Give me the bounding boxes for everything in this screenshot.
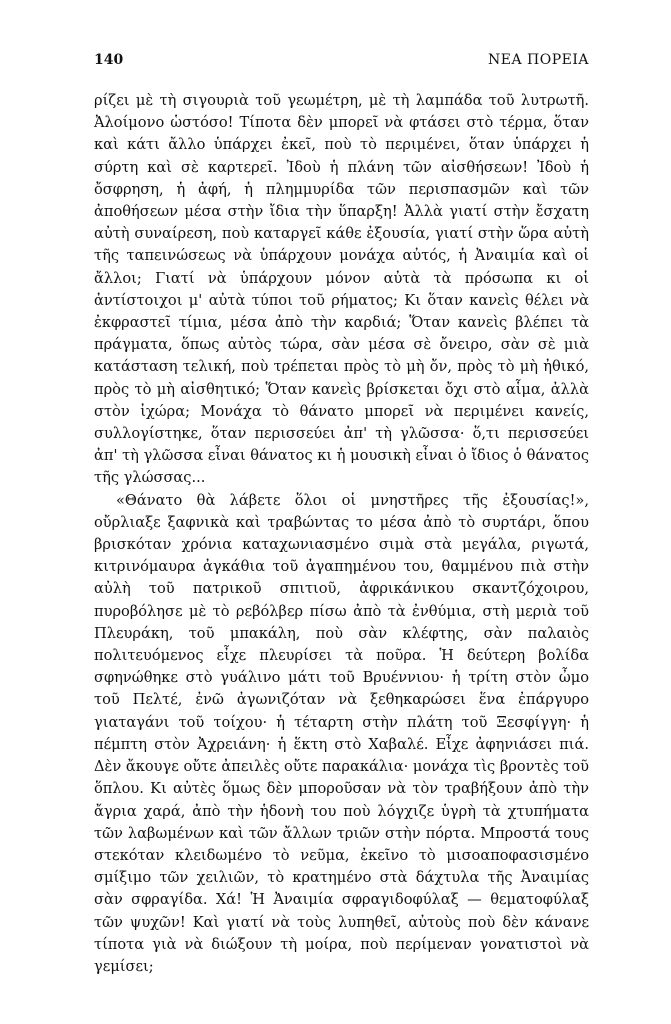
body-text	[94, 90, 589, 978]
page-header	[94, 52, 589, 72]
paragraph: ρίζει μὲ τὴ σιγουριὰ τοῦ γεωμέτρη, μὲ τὴ λαμπάδα τοῦ λυτρωτῆ. Ἀλοίμονο ὡστόσο! Τίποτα δὲν μπορεῖ νὰ φτάσει στὸ τέρμα, ὅταν καὶ κάτι ἄλλο ὑπάρχει ἐκεῖ, ποὺ τὸ περιμένει, ὅταν ὑπάρχει ἡ σύρτη καὶ σὲ καρτερεῖ. Ἰδοὺ ἡ πλάνη τῶν αἰσθήσεων! Ἰδοὺ ἡ ὄσφρηση, ἡ ἀφή, ἡ πλημμυρίδα τῶν περισπασμῶν καὶ τῶν ἀποθήσεων μέσα στὴν ἴδια τὴν ὕπαρξη! Ἀλλὰ γιατί στὴν ἔσχατη αὐτὴ συναίρεση, ποὺ καταργεῖ κάθε ἐξουσία, γιατί στὴν ὥρα αὐτὴ τῆς ταπεινώσεως νὰ ὑπάρχουν μονάχα αὐτός, ἡ Ἀναιμία καὶ οἱ ἄλλοι; Γιατί νὰ ὑπάρχουν μόνον αὐτὰ τὰ πρόσωπα κι οἱ ἀντίστοιχοι μ' αὐτὰ τύποι τοῦ ρήματος; Κι ὅταν κανεὶς θέλει νὰ ἐκφραστεῖ τίμια, μέσα ἀπὸ τὴν καρδιά; Ὅταν κανεὶς βλέπει τὰ πράγματα, ὅπως αὐτὸς τώρα, σὰν μέσα σὲ ὄνειρο, σὰν σὲ μιὰ κατάσταση τελική, ποὺ τρέπεται πρὸς τὸ μὴ ὄν, πρὸς τὸ μὴ ἠθικό, πρὸς τὸ μὴ αἰσθητικό; Ὅταν κανεὶς βρίσκεται ὄχι στὸ αἷμα, ἀλλὰ στὸν ἰχώρα; Μονάχα τὸ θάνατο μπορεῖ νὰ περιμένει κανείς, συλλογίστηκε, ὅταν περισσεύει ἀπ' τὴ γλῶσσα· ὅ,τι περισσεύει ἀπ' τὴ γλῶσσα εἶναι θάνατος κι ἡ μουσικὴ εἶναι ὁ ἴδιος ὁ θάνατος τῆς γλώσσας...	[94, 92, 589, 487]
running-title: ΝΕΑ ΠΟΡΕΙΑ	[488, 52, 589, 68]
page-number: 140	[94, 52, 124, 68]
paragraph: «Θάνατο θὰ λάβετε ὅλοι οἱ μνηστῆρες τῆς ἐξουσίας!», οὔρλιαξε ξαφνικὰ καὶ τραβώντας το μέσα ἀπὸ τὸ συρτάρι, ὅπου βρισκόταν χρόνια καταχωνιασμένο σιμὰ στὰ μεγάλα, ριγωτά, κιτρινόμαυρα ἀγκάθια τοῦ ἀγαπημένου του, θαμμένου πιὰ στὴν αὐλὴ τοῦ πατρικοῦ σπιτιοῦ, ἀφρικάνικου σκαντζόχοιρου, πυροβόλησε μὲ τὸ ρεβόλβερ πίσω ἀπὸ τὰ ἐνθύμια, στὴ μεριὰ τοῦ Πλευράκη, τοῦ μπακάλη, ποὺ σὰν κλέφτης, σὰν παλαιὸς πολιτευόμενος εἶχε πλευρίσει τὰ ποῦρα. Ἡ δεύτερη βολίδα σφηνώθηκε στὸ γυάλινο μάτι τοῦ Βρυέννιου· ἡ τρίτη στὸν ὦμο τοῦ Πελτέ, ἐνῶ ἀγωνιζόταν νὰ ξεθηκαρώσει ἕνα ἐπάργυρο γιαταγάνι τοῦ τοίχου· ἡ τέταρτη στὴν πλάτη τοῦ Ξεσφίγγη· ἡ πέμπτη στὸν Ἀχρειάνη· ἡ ἕκτη στὸ Χαβαλέ. Εἶχε ἀφηνιάσει πιά. Δὲν ἄκουγε οὔτε ἀπειλὲς οὔτε παρακάλια· μονάχα τὶς βροντὲς τοῦ ὅπλου. Κι αὐτὲς ὅμως δὲν μποροῦσαν νὰ τὸν τραβήξουν ἀπὸ τὴν ἄγρια χαρά, ἀπὸ τὴν ἡδονὴ του ποὺ λόγχιζε ὑγρὴ τὰ χτυπήματα τῶν λαβωμένων καὶ τῶν ἄλλων τριῶν στὴν πόρτα. Μπροστά τους στεκόταν κλειδωμένο τὸ νεῦμα, ἐκεῖνο τὸ μισοαποφασισμένο σμίξιμο τῶν χειλιῶν, τὸ κρατημένο στὰ δάχτυλα τῆς Ἀναιμίας σὰν σφραγίδα. Χά! Ἡ Ἀναιμία σφραγιδοφύλαξ — θεματοφύλαξ τῶν ψυχῶν! Καὶ γιατί νὰ τοὺς λυπηθεῖ, αὐτοὺς ποὺ δὲν κάνανε τίποτα γιὰ νὰ διώξουν τὴ μοίρα, ποὺ περίμεναν γονατιστοὶ νὰ γεμίσει;	[94, 491, 589, 975]
